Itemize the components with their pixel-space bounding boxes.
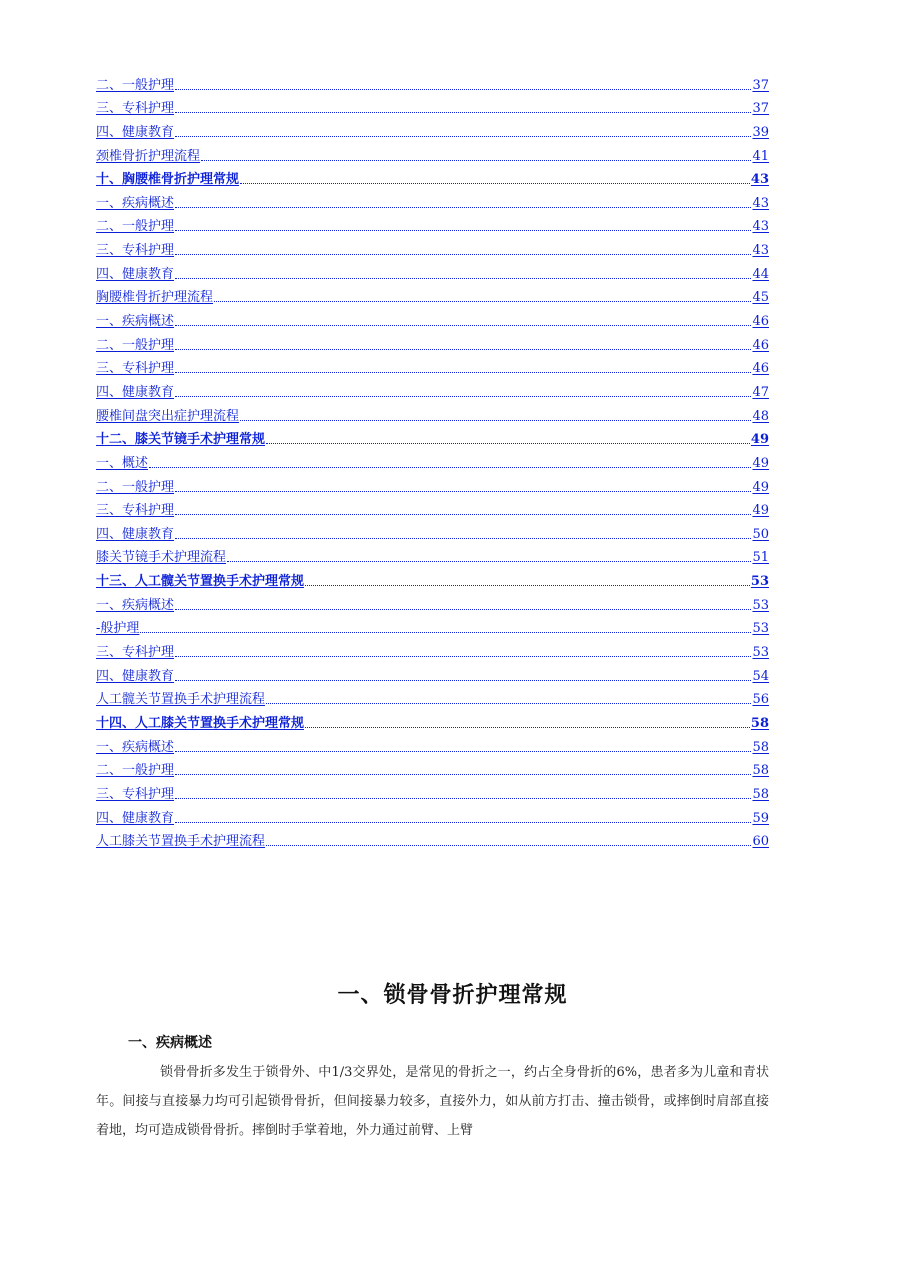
toc-entry[interactable] <box>96 141 769 165</box>
toc-entry[interactable] <box>96 803 769 827</box>
section-heading: 一、疾病概述 <box>128 1035 212 1051</box>
table-of-contents <box>96 70 769 850</box>
toc-entry-label: -般护理 <box>96 621 140 637</box>
toc-page-number: 49 <box>752 479 769 495</box>
toc-dot-leader <box>175 513 751 515</box>
toc-entry-label: 四、健康教育 <box>96 668 175 684</box>
toc-entry[interactable] <box>96 566 769 590</box>
toc-entry[interactable] <box>96 306 769 330</box>
toc-entry[interactable] <box>96 165 769 189</box>
toc-page-number: 45 <box>752 290 769 306</box>
toc-dot-leader <box>175 750 751 752</box>
toc-dot-leader <box>140 631 751 633</box>
toc-page-number: 37 <box>752 101 769 117</box>
toc-dot-leader <box>305 726 750 728</box>
toc-dot-leader <box>175 324 751 326</box>
toc-entry-label: 人工膝关节置换手术护理流程 <box>96 834 266 850</box>
toc-dot-leader <box>305 584 750 586</box>
toc-dot-leader <box>175 395 751 397</box>
toc-entry-label: 四、健康教育 <box>96 266 175 282</box>
toc-page-number: 39 <box>752 124 769 140</box>
toc-page-number: 60 <box>752 834 769 850</box>
toc-entry-label: 颈椎骨折护理流程 <box>96 148 201 164</box>
toc-entry[interactable] <box>96 637 769 661</box>
toc-dot-leader <box>175 111 751 113</box>
toc-entry-label: 腰椎间盘突出症护理流程 <box>96 408 240 424</box>
toc-dot-leader <box>175 135 751 137</box>
toc-page-number: 43 <box>752 195 769 211</box>
toc-entry-label: 三、专科护理 <box>96 101 175 117</box>
toc-entry-label: 二、一般护理 <box>96 219 175 235</box>
toc-page-number: 43 <box>752 219 769 235</box>
toc-dot-leader <box>175 797 751 799</box>
toc-entry-label: 人工髋关节置换手术护理流程 <box>96 692 266 708</box>
toc-dot-leader <box>175 773 751 775</box>
toc-page-number: 53 <box>752 645 769 661</box>
toc-dot-leader <box>240 182 750 184</box>
toc-entry[interactable] <box>96 543 769 567</box>
toc-page-number: 56 <box>752 692 769 708</box>
toc-dot-leader <box>175 679 751 681</box>
toc-entry-label: 一、概述 <box>96 455 149 471</box>
toc-dot-leader <box>175 253 751 255</box>
toc-entry-label: 二、一般护理 <box>96 763 175 779</box>
toc-entry[interactable] <box>96 685 769 709</box>
toc-page-number: 49 <box>752 455 769 471</box>
toc-page-number: 53 <box>752 597 769 613</box>
toc-dot-leader <box>175 371 751 373</box>
toc-page-number: 58 <box>752 763 769 779</box>
toc-dot-leader <box>214 300 751 302</box>
toc-entry[interactable] <box>96 377 769 401</box>
toc-entry-label: 胸腰椎骨折护理流程 <box>96 290 214 306</box>
toc-entry[interactable] <box>96 425 769 449</box>
toc-entry-label: 三、专科护理 <box>96 361 175 377</box>
toc-entry-label: 三、专科护理 <box>96 786 175 802</box>
toc-page-number: 48 <box>752 408 769 424</box>
toc-dot-leader <box>175 490 751 492</box>
toc-dot-leader <box>266 442 750 444</box>
toc-dot-leader <box>175 821 751 823</box>
toc-page-number: 53 <box>750 574 769 590</box>
toc-page-number: 54 <box>752 668 769 684</box>
toc-entry[interactable] <box>96 590 769 614</box>
toc-entry[interactable] <box>96 188 769 212</box>
toc-entry[interactable] <box>96 496 769 520</box>
toc-page-number: 58 <box>752 786 769 802</box>
toc-entry-label: 三、专科护理 <box>96 503 175 519</box>
toc-dot-leader <box>175 229 751 231</box>
toc-dot-leader <box>175 348 751 350</box>
toc-dot-leader <box>227 560 751 562</box>
toc-dot-leader <box>266 702 751 704</box>
toc-dot-leader <box>175 88 751 90</box>
toc-entry[interactable] <box>96 827 769 851</box>
toc-entry-label: 二、一般护理 <box>96 337 175 353</box>
toc-dot-leader <box>175 537 751 539</box>
toc-entry-label: 四、健康教育 <box>96 526 175 542</box>
toc-entry[interactable] <box>96 70 769 94</box>
toc-page-number: 46 <box>752 314 769 330</box>
toc-dot-leader <box>149 466 751 468</box>
toc-entry[interactable] <box>96 661 769 685</box>
toc-page-number: 47 <box>752 384 769 400</box>
toc-page-number: 59 <box>752 810 769 826</box>
toc-entry-label: 四、健康教育 <box>96 384 175 400</box>
toc-entry-label: 十三、人工髋关节置换手术护理常规 <box>96 574 305 590</box>
toc-entry[interactable] <box>96 756 769 780</box>
toc-page-number: 44 <box>752 266 769 282</box>
toc-page-number: 49 <box>750 432 769 448</box>
toc-page-number: 46 <box>752 361 769 377</box>
toc-entry[interactable] <box>96 472 769 496</box>
toc-dot-leader <box>201 159 751 161</box>
toc-page-number: 43 <box>752 243 769 259</box>
toc-dot-leader <box>175 655 751 657</box>
toc-entry[interactable] <box>96 519 769 543</box>
toc-page-number: 50 <box>752 526 769 542</box>
toc-entry-label: 一、疾病概述 <box>96 739 175 755</box>
toc-entry-label: 三、专科护理 <box>96 243 175 259</box>
toc-page-number: 49 <box>752 503 769 519</box>
toc-entry[interactable] <box>96 401 769 425</box>
toc-entry-label: 十二、膝关节镜手术护理常规 <box>96 432 266 448</box>
toc-entry[interactable] <box>96 330 769 354</box>
toc-entry[interactable] <box>96 354 769 378</box>
toc-page-number: 37 <box>752 77 769 93</box>
toc-entry-label: 一、疾病概述 <box>96 195 175 211</box>
toc-entry[interactable] <box>96 235 769 259</box>
toc-entry-label: 三、专科护理 <box>96 645 175 661</box>
toc-entry-label: 膝关节镜手术护理流程 <box>96 550 227 566</box>
toc-entry[interactable] <box>96 448 769 472</box>
toc-entry[interactable] <box>96 212 769 236</box>
toc-entry[interactable] <box>96 708 769 732</box>
toc-entry[interactable] <box>96 779 769 803</box>
chapter-title: 一、锁骨骨折护理常规 <box>337 982 568 1008</box>
toc-entry-label: 一、疾病概述 <box>96 314 175 330</box>
toc-entry-label: 二、一般护理 <box>96 77 175 93</box>
toc-dot-leader <box>175 277 751 279</box>
toc-dot-leader <box>175 206 751 208</box>
toc-dot-leader <box>240 419 751 421</box>
toc-entry-label: 四、健康教育 <box>96 810 175 826</box>
toc-entry[interactable] <box>96 259 769 283</box>
toc-page-number: 43 <box>750 172 769 188</box>
toc-entry[interactable] <box>96 94 769 118</box>
toc-entry-label: 十、胸腰椎骨折护理常规 <box>96 172 240 188</box>
toc-page-number: 41 <box>752 148 769 164</box>
toc-dot-leader <box>266 844 751 846</box>
body-paragraph: 锁骨骨折多发生于锁骨外、中1/3交界处，是常见的骨折之一，约占全身骨折的6%，患者多为儿童和青状年。间接与直接暴力均可引起锁骨骨折，但间接暴力较多，直接外力，如从前方打击、撞击锁骨，或摔倒时肩部直接着地，均可造成锁骨骨折。摔倒时手掌着地，外力通过前臂、上臂 <box>96 1065 769 1138</box>
toc-entry-label: 四、健康教育 <box>96 124 175 140</box>
toc-page-number: 53 <box>752 621 769 637</box>
toc-entry-label: 二、一般护理 <box>96 479 175 495</box>
toc-dot-leader <box>175 608 751 610</box>
toc-entry[interactable] <box>96 614 769 638</box>
toc-page-number: 58 <box>752 739 769 755</box>
toc-page-number: 58 <box>750 715 769 731</box>
toc-page-number: 51 <box>752 550 769 566</box>
toc-entry-label: 一、疾病概述 <box>96 597 175 613</box>
toc-page-number: 46 <box>752 337 769 353</box>
toc-entry[interactable] <box>96 117 769 141</box>
toc-entry[interactable] <box>96 732 769 756</box>
toc-entry[interactable] <box>96 283 769 307</box>
toc-entry-label: 十四、人工膝关节置换手术护理常规 <box>96 715 305 731</box>
